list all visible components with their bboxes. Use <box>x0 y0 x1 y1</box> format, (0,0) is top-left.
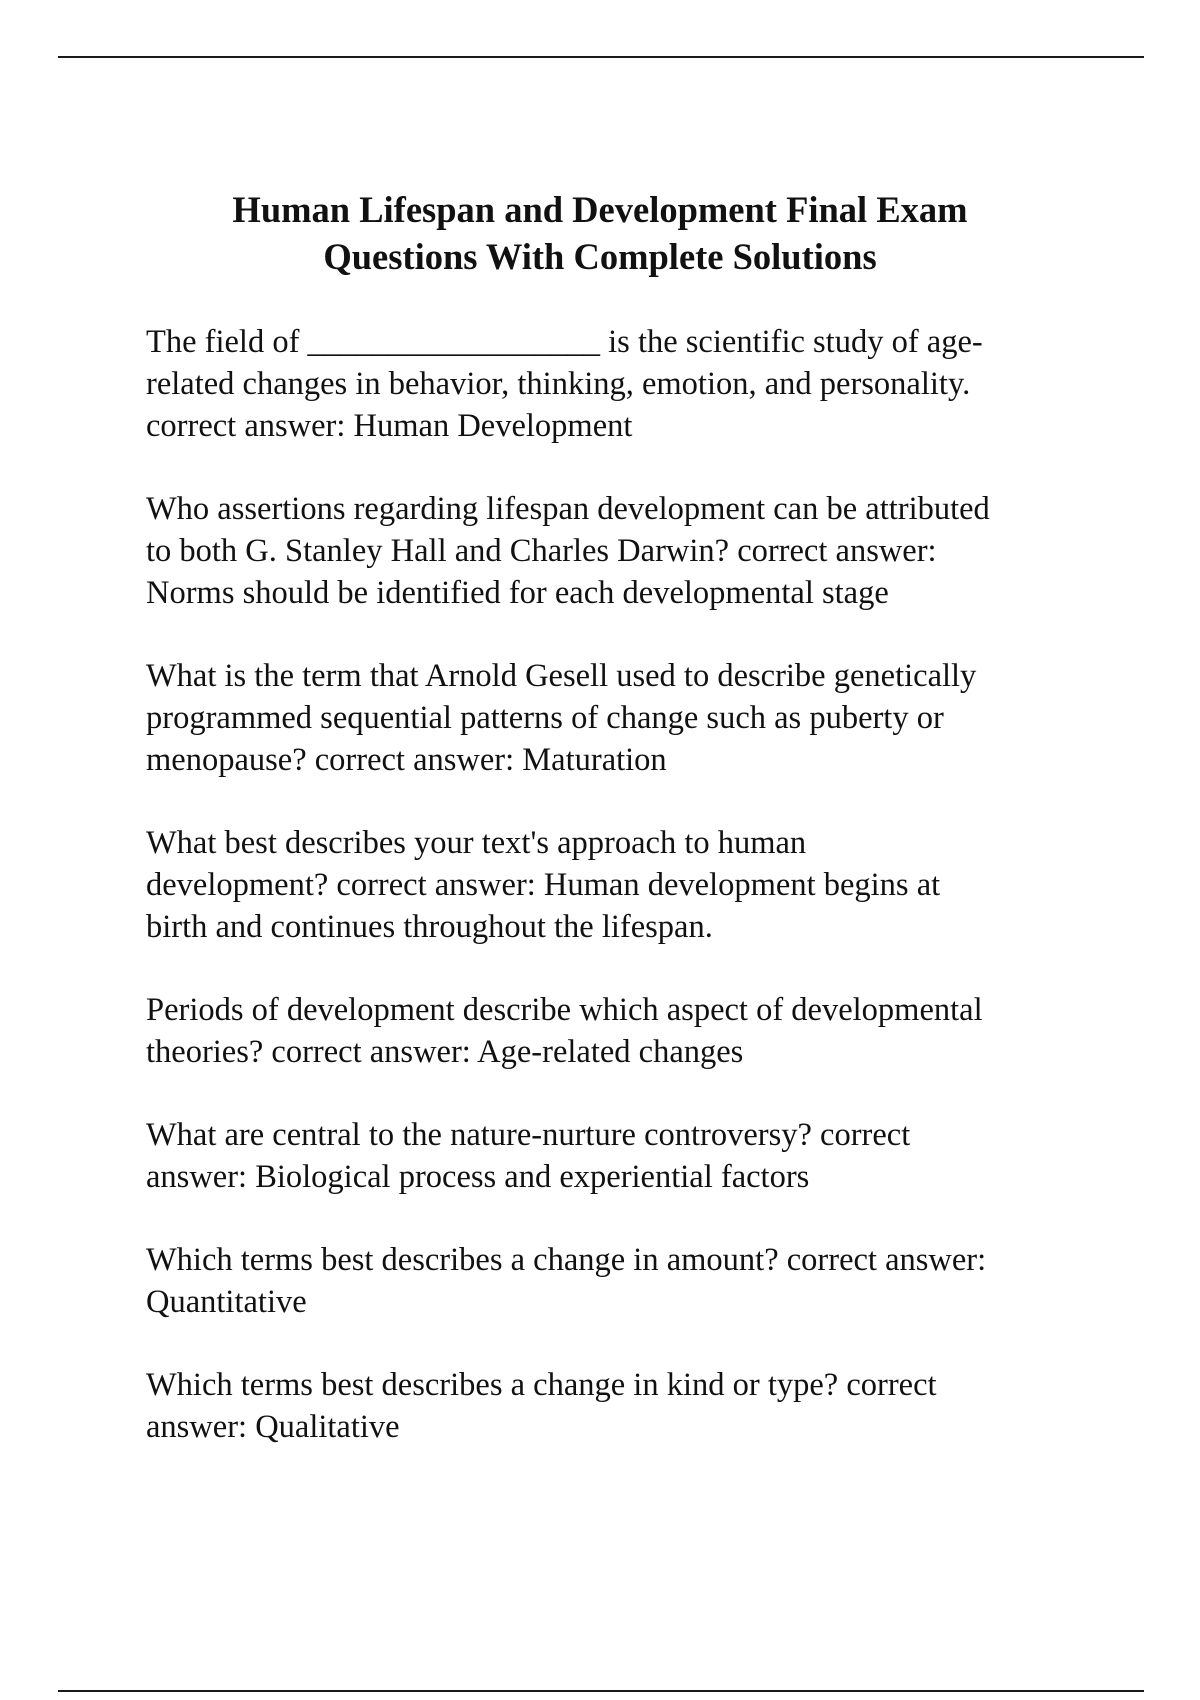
question-item <box>146 1364 1106 1448</box>
question-line: Who assertions regarding lifespan development can be attributed <box>146 491 990 527</box>
question-line: Quantitative <box>146 1284 307 1320</box>
question-line: to both G. Stanley Hall and Charles Darwin? correct answer: <box>146 533 937 569</box>
title-line: Questions With Complete Solutions <box>323 236 877 277</box>
question-line: development? correct answer: Human development begins at <box>146 867 941 903</box>
question-item <box>146 1239 1106 1323</box>
question-line: What best describes your text's approach to human <box>146 825 807 861</box>
question-line: Which terms best describes a change in amount? correct answer: <box>146 1242 987 1278</box>
top-rule <box>58 56 1144 58</box>
question-line: answer: Qualitative <box>146 1409 400 1445</box>
question-line: What is the term that Arnold Gesell used to describe genetically <box>146 658 977 694</box>
question-line: correct answer: Human Development <box>146 408 633 444</box>
question-item <box>146 989 1106 1073</box>
question-line: birth and continues throughout the lifespan. <box>146 909 713 945</box>
bottom-rule <box>58 1690 1144 1692</box>
question-line: menopause? correct answer: Maturation <box>146 742 667 778</box>
question-line: Norms should be identified for each developmental stage <box>146 575 889 611</box>
question-line: Periods of development describe which aspect of developmental <box>146 992 983 1028</box>
question-line: Which terms best describes a change in kind or type? correct <box>146 1367 937 1403</box>
question-line: theories? correct answer: Age-related changes <box>146 1034 744 1070</box>
page-title <box>100 186 1100 280</box>
question-item <box>146 655 1106 781</box>
question-line: The field of __________________ is the scientific study of age- <box>146 324 983 360</box>
question-line: answer: Biological process and experiential factors <box>146 1159 810 1195</box>
title-line: Human Lifespan and Development Final Exam <box>232 189 968 230</box>
question-line: related changes in behavior, thinking, emotion, and personality. <box>146 366 971 402</box>
question-item <box>146 488 1106 614</box>
question-item <box>146 321 1106 447</box>
question-line: What are central to the nature-nurture controversy? correct <box>146 1117 911 1153</box>
question-item <box>146 822 1106 948</box>
question-list <box>146 321 1106 1489</box>
question-item <box>146 1114 1106 1198</box>
question-line: programmed sequential patterns of change such as puberty or <box>146 700 944 736</box>
